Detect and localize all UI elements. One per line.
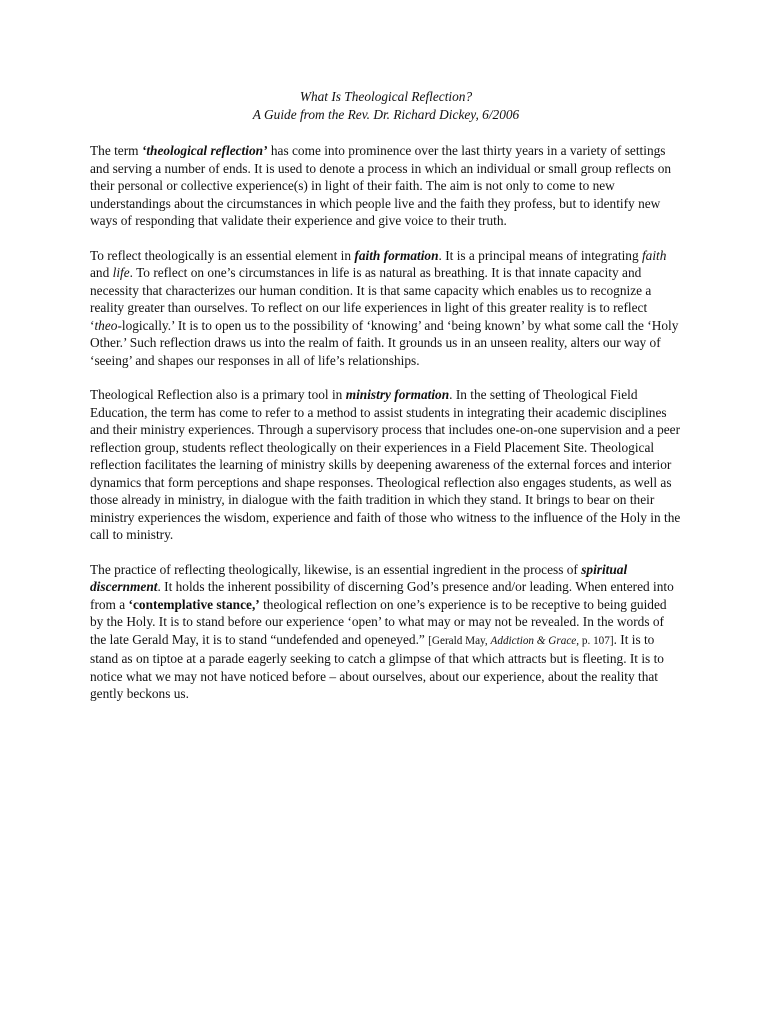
p4-text-4: . It is to stand as on tiptoe at a parade eagerly seeking to catch a glimpse of that which attracts but is fleeting. It is to notice what we may not have noticed before – about ourselves, about our experience, about the reality that gently beckons us. (90, 631, 664, 701)
title-line-1: What Is Theological Reflection? (299, 89, 473, 104)
p2-text-1: To reflect theologically is an essential element in (90, 247, 355, 263)
p2-term-faith-formation: faith formation (354, 247, 439, 263)
paragraph-2 (90, 247, 682, 370)
p4-citation (428, 635, 613, 647)
paragraph-1 (90, 142, 682, 230)
p4-citation-close: , p. 107] (576, 634, 614, 647)
document-title (90, 88, 682, 123)
p4-citation-title: Addiction & Grace (490, 634, 577, 647)
p4-term-spiritual-discernment: spiritual discernment (90, 561, 628, 594)
p4-term-contemplative-stance: ‘contemplative stance,’ (128, 596, 260, 612)
p4-text-3: theological reflection on one’s experience is to be receptive to being guided by the Holy. It is to stand before our experience ‘open’ to what may or may not be revealed. In the words of the late Gerald May, it is to stand “undefended and openeyed.” (90, 596, 667, 647)
document-page (90, 88, 682, 720)
p1-term-theological-reflection: ‘theological reflection’ (141, 143, 268, 158)
paragraph-4 (90, 561, 682, 703)
p2-text-4: -logically.’ It is to open us to the possibility of ‘knowing’ and ‘being known’ by what some call the ‘Holy Other.’ Such reflection draws us into the realm of faith. It grounds us in an unseen reality, alters our way of ‘seeing’ and shapes our responses in all of life’s relationships. (90, 317, 679, 368)
paragraph-3 (90, 386, 682, 544)
p3-term-ministry-formation: ministry formation (345, 387, 450, 402)
p2-word-theo: theo (94, 317, 118, 333)
p2-word-and: and (90, 265, 113, 280)
p4-citation-open: [Gerald May, (428, 634, 491, 647)
p2-text-2: . It is a principal means of integrating (438, 247, 642, 263)
p4-text-2: . It holds the inherent possibility of discerning God’s presence and/or leading. When entered into from a (90, 579, 674, 612)
p4-text-1: The practice of reflecting theologically, likewise, is an essential ingredient in the process of (90, 561, 582, 577)
p2-text-3: . To reflect on one’s circumstances in life is as natural as breathing. It is that innate capacity and necessity that characterizes our human condition. It is that same capacity which enables us to recognize a reality greater than ourselves. To reflect on our life experiences in light of this greater reality is to reflect ‘ (90, 265, 652, 333)
title-line-2: A Guide from the Rev. Dr. Richard Dickey, 6/2006 (252, 106, 520, 122)
p2-word-life: life (112, 265, 130, 280)
p1-text-2: has come into prominence over the last thirty years in a variety of settings and serving a number of ends. It is used to denote a process in which an individual or small group reflects on their personal or collective experience(s) in light of their faith. The aim is not only to come to new understandings about the circumstances in which people live and the faith they profess, but to identify new ways of responding that validate their experience and give voice to their truth. (90, 143, 672, 228)
p3-text-2: . In the setting of Theological Field Education, the term has come to refer to a method to assist students in integrating their academic disciplines and their ministry experiences. Through a supervisory process that includes one-on-one supervision and a peer reflection group, students reflect theologically on their experiences in a Field Placement Site. Theological reflection facilitates the learning of ministry skills by deepening awareness of the external forces and interior dynamics that form perceptions and shape responses. Theological reflection also engages students, as well as those already in ministry, in dialogue with the faith tradition in which they stand. It brings to bear on their ministry experiences the wisdom, experience and faith of those who witness to the influence of the Holy in the call to ministry. (90, 387, 681, 542)
p1-text-1: The term (90, 143, 142, 158)
p2-word-faith: faith (641, 247, 667, 263)
p3-text-1: Theological Reflection also is a primary tool in (90, 387, 346, 402)
